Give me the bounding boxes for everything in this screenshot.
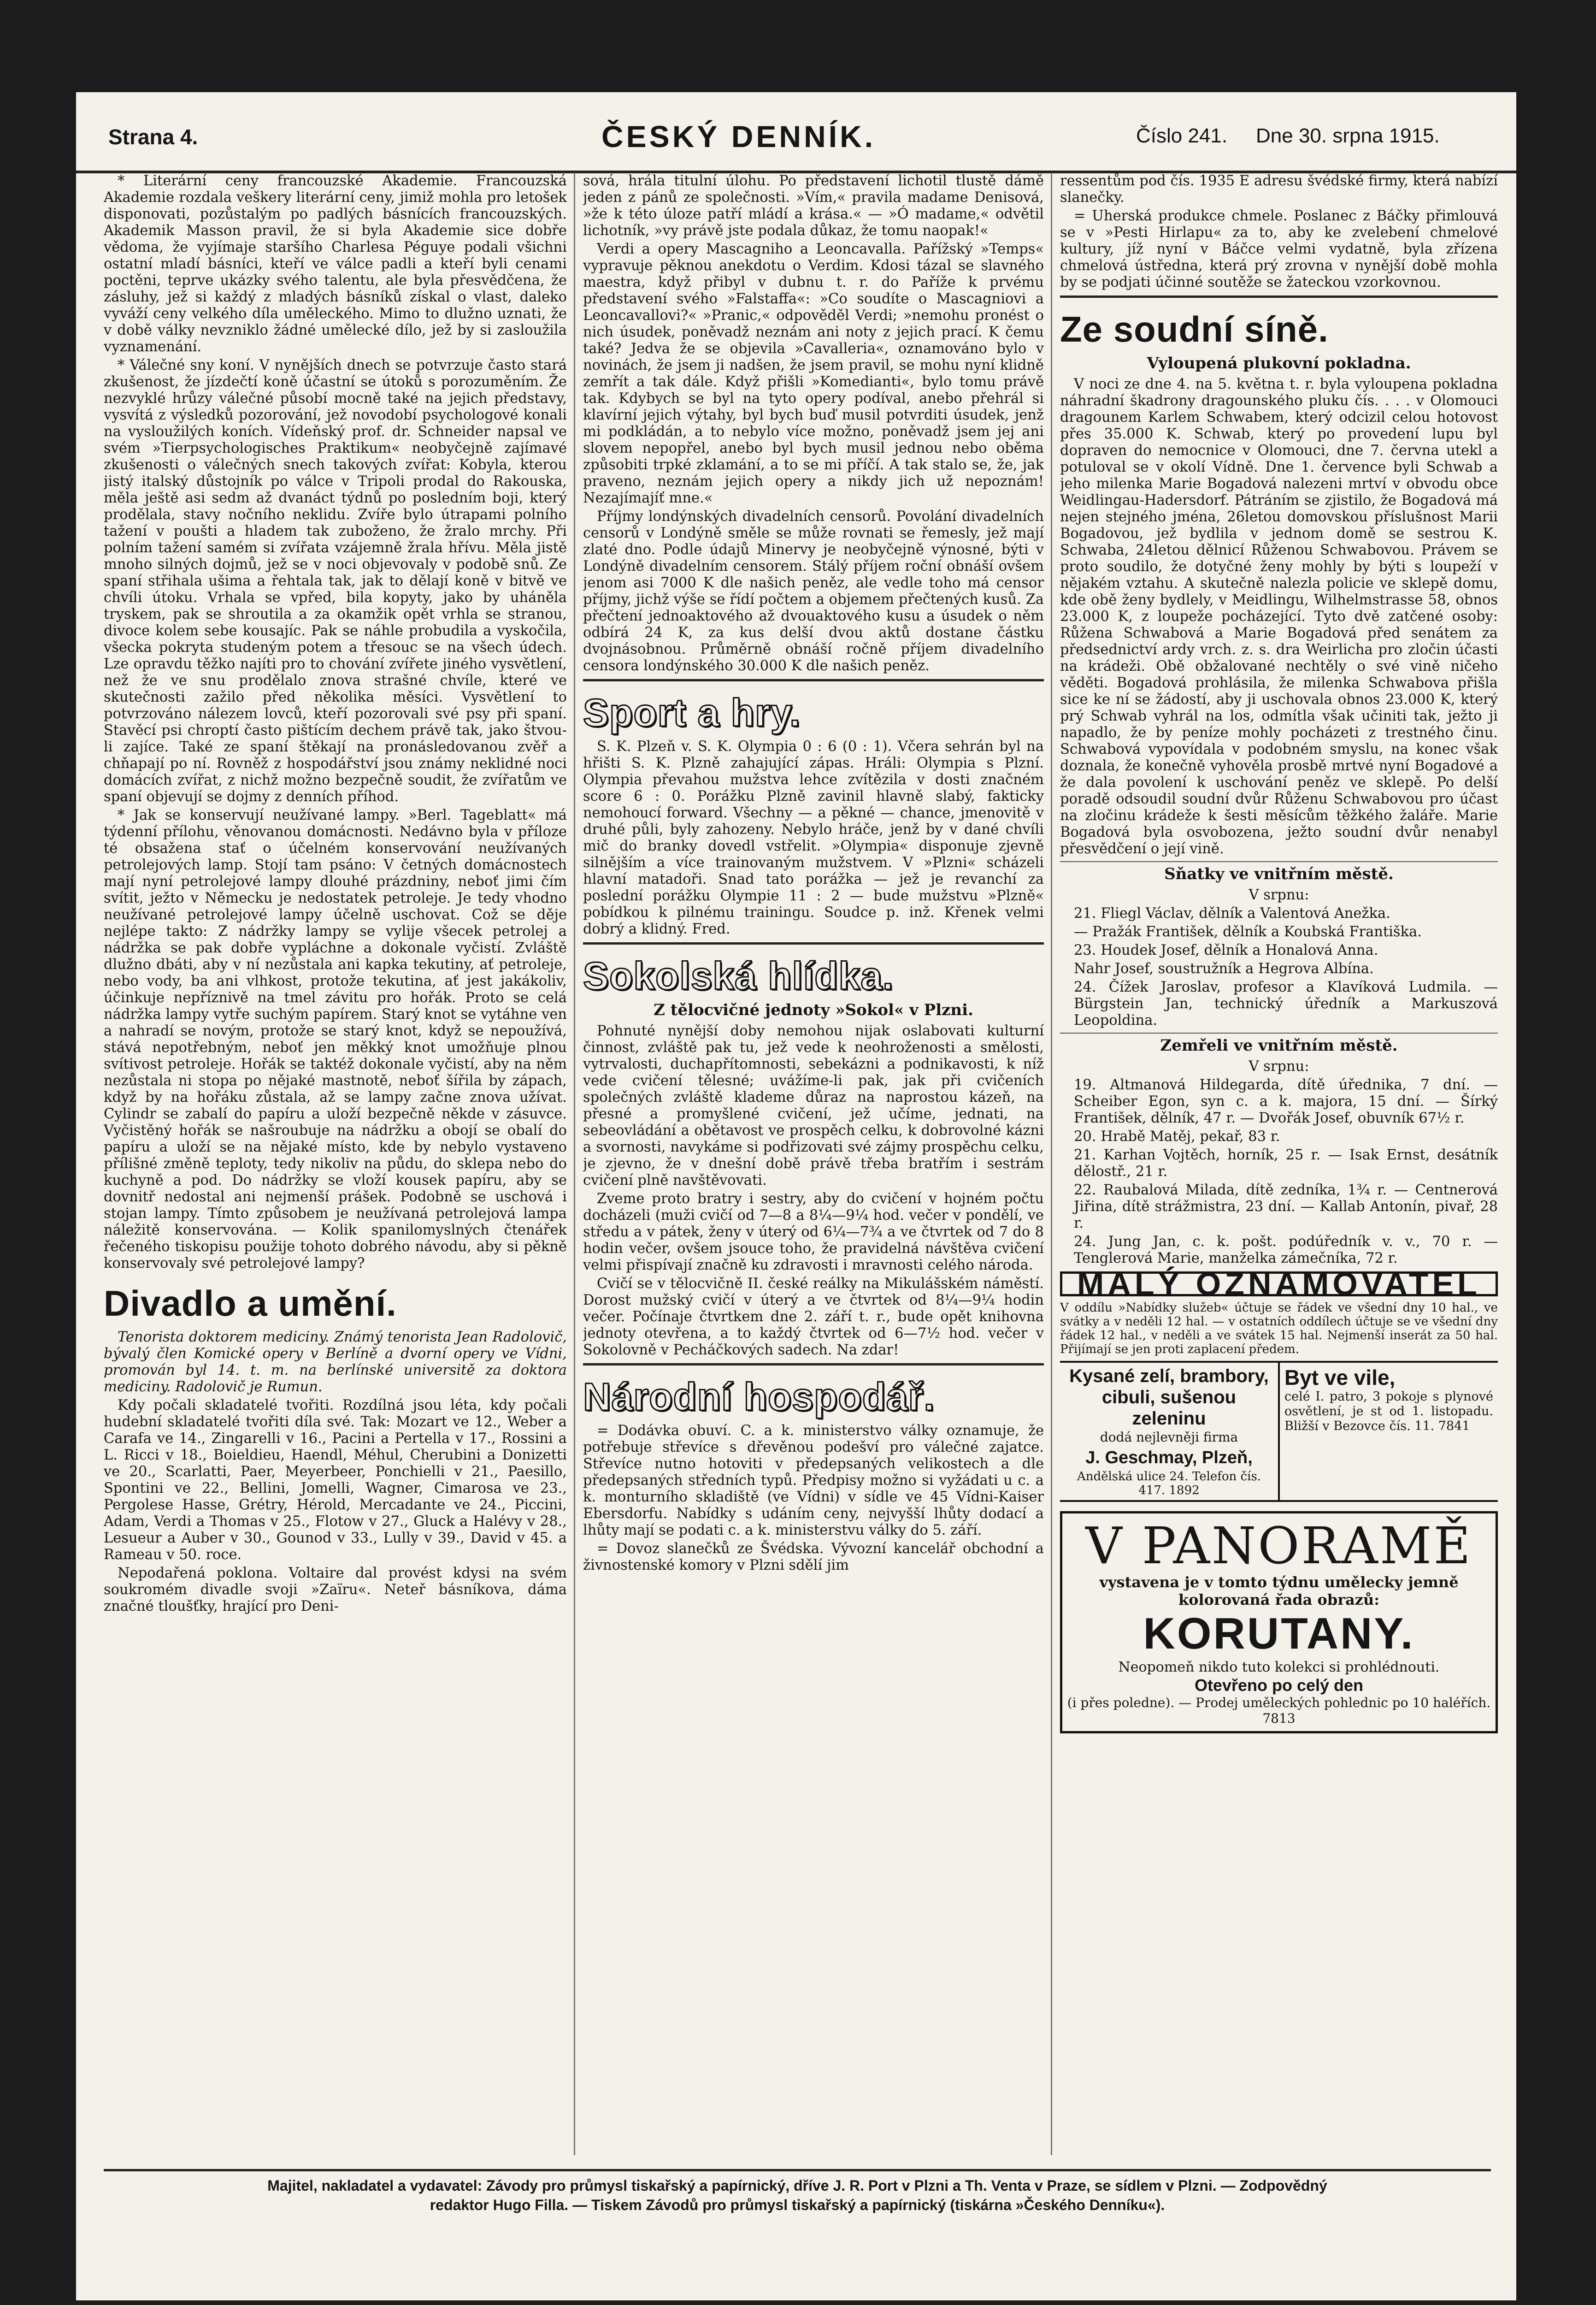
panorama-open: Otevřeno po celý den [1194,1676,1364,1695]
article-lampy: * Jak se konservují neužívané lampy. »Berl. Tageblatt« má týdenní přílohu, věnovanou domácnosti. Nedávno byla v příloze té obsažena stať o účelném konservování neužívaných petrolejových lamp. Stojí tam psáno: V četných domácnostech mají nyní petrolejové lampy dlouhé prázdniny, neboť jimi čím svítit, ježto v Německu je nedostatek petroleje. Je tedy vhodno neužívané petrolejové lampy účelně uschovat. Což se děje nejlépe takto: Z nádržky lampy se vylije všecek petrolej a nádržka se pak dobře vypláchne a dokonale vyčistí. Zvláště dlužno dbáti, aby v ní nezůstala ani kapka tekutiny, ať petroleje, nebo vody, ba ani vlhkost, protože tekutina, ať jest jakákoliv, účinkuje nepříznivě na tmel závitu pro hořák. Proto se celá nádržka lampy vytře suchým papírem. Starý knot se vytáhne ven a nahradí se novým, protože se starý knot, když se nepoužívá, stává nepotřebným, neboť jen měkký knot umožňuje plnou svítivost petroleje. Hořák se taktéž dokonale vyčistí, aby na něm nezůstala ni stopa po nějaké mastnotě, neboť šířila by zápach, když by na hořáku zůstala, až se lampy začne znova užívat. Cylindr se zabalí do papíru a uloží bezpečně někde v zásuvce. Vyčistěný hořák se našroubuje na nádržku a obojí se obalí do papíru a uloží se na nějaké místo, kde by nebylo vystaveno přílišné změně teploty, tedy nikoliv na půdu, do sklepa nebo do kuchyně a pod. Do nádržky se vloží kousek papíru, aby se dovnitř nedostal ani nejmenší prášek. Podobně se uschová i stojan lampy. Tímto způsobem je neužívaná petrolejová lampa náležitě konservována. — Kolik spanilomyslných čtenářek řečeného tiskopisu použije tohoto dobrého návodu, aby si pěkně konservovaly své petrolejové lampy? [104,807,567,1271]
article-tenorista: Tenorista doktorem mediciny. Známý tenorista Jean Radolovič, bývalý člen Komické opery v Berlíně a dvorní opery ve Vídni, promován byl 14. t. m. na berlínské universitě za doktora mediciny. Radolovič je Rumun. [104,1329,567,1395]
divider [1060,1033,1498,1034]
ad-zeleniny-small: dodá nejlevněji firma [1100,1430,1238,1445]
article-sokol-3: Cvičí se v tělocvičně II. české reálky na Mikulášském náměstí. Dorost mužský cvičí v úterý a ve čtvrtek od 8¼—9¼ hodin večer. Počínaje čtvrtkem dne 2. září t. r., bude opět knihovna jednoty otevřena, a to každý čtvrtek od 6—7½ hod. večer v Sokolovně v Pecháčkových sadech. Na zdar! [583,1276,1044,1358]
article-pokladna: V noci ze dne 4. na 5. května t. r. byla vyloupena pokladna náhradní škadrony dragounského pluku čís. . . . v Olomouci dragounem Karlem Schwabem, který odcizil celou hotovost přes 35.000 K. Schwab, který po provedení lupu byl dopraven do nemocnice v Olomouci, dne 7. června utekl a potuloval se v okolí Vídně. Dne 1. července byli Schwab a jeho milenka Marie Bogadová nalezeni mrtví v obvodu obce Weidlingau-Hadersdorf. Pátráním se zjistilo, že Bogadová má nejen stejného jména, 26letou domovskou příslušnost Marii Bogadovou, jež bydlila v jednom domě se sestrou K. Schwaba, 24letou dělnicí Růženou Schwabovou. Právem se proto soudilo, že dotyčné ženy mohly by býti s loupeží v nějakém vztahu. A skutečně nalezla policie ve sklepě domu, kde obě ženy bydlely, v Meidlingu, Wilhelmstrasse 58, obnos 23.000 K, z loupeže pocházející. Tyto dvě zatčené osoby: Růžena Schwabová a Marie Bogadová před senátem za předsednictví ardy vrch. z. s. dra Weirlicha pro zločin účasti na krádeži. Obě obžalované nechtěly o své vině ničeho věděti. Bogadová prohlásila, že milenka Schwabova přišla sice ke ní se žádostí, aby ji uschovala obnos 23.000 K, který prý Schwab vyhrál na los, odmítla však učiniti tak, ježto ji napadlo, že by peníze mohly pocházeti z trestného činu. Schwabová vypovídala v podobném smyslu, na konec však doznala, že konečně vyhověla prosbě mrtvé nyní Bogadové a že dala povolení k uschování peněz ve sklepě. Po delší poradě odsoudil soudní dvůr Růženu Schwabovou pro účast na zločinu krádeže k šesti měsícům těžkého žaláře. Marie Bogadová byla osvobozena, ježto soudní dvůr nenabyl přesvědčení o její vině. [1060,376,1498,857]
column-rule [574,173,575,2155]
list-item: 24. Jung Jan, c. k. pošt. podúředník v. v., 70 r. — Tenglerová Marie, manželka zámečníka, 72 r. [1074,1234,1498,1266]
sokol-subheading: Z tělocvičné jednoty »Sokol« v Plzni. [654,1001,973,1019]
panorama-korutany: KORUTANY. [1143,1609,1415,1658]
article-verdi: Verdi a opery Mascagniho a Leoncavalla. Pařížský »Temps« vypravuje pěknou anekdotu o Verdim. Kdosi tázal se slavného maestra, když přibyl v dubnu t. r. do Paříže k prvému představení svého »Falstaffa«: »Co soudíte o Mascagniovi a Leoncavallovi?« »Pranic,« odpověděl Verdi; »nemohu pronést o nich úsudek, poněvadž neznám ani noty z jejich prací. K čemu také? Jedva že se objevila »Cavalleria«, oznamováno bylo v novinách, že jsem ji nadšen, že jsem pravil, se mohu nyní klidně zemřít a tak dále. Když přišli »Komedianti«, bylo tomu právě tak. Kdybych se byl na tyto opery podíval, anebo přehrál si klavírní jejich výtahy, byl bych buď musil potvrditi úsudek, jenž mi podkládán, a to nebylo více možno, poněvadž jsem jej ani slovem nepopřel, anebo byl bych musil jednou nebo oběma způsobiti trpké zklamání, a to se mi příčí. A tak stalo se, že, jak praveno, neznám jejich opery a nikdy jich už nepoznám! Nezajímajíť mne.« [583,241,1044,506]
article-obuv: = Dodávka obuví. C. a k. ministerstvo války oznamuje, že potřebuje střevíce s dřevěnou podešví pro válečné zajatce. Střevíce nutno hotoviti v předepsaných velikostech a dle předepsaných středních typů. Předpisy možno si vyžádati u c. a k. monturního skladiště (ve Vídni) v sídle ve 45 Vídni-Kaiser Ebersdorfu. Nabídky s udáním ceny, nejvyšší lhůty dodací a lhůty mají se podati c. a k. ministerstvu války do 5. září. [583,1423,1044,1538]
article-literarni-ceny: * Literární ceny francouzské Akademie. Francouzská Akademie rozdala veškery literární ceny, jimiž mohla pro letošek disponovati, pozůstalým po padlých básnících francouzských. Akademik Masson pravil, že si byla Akademie sice dobře vědoma, že vyjímaje staršího Charlesa Péguye podali všichni ostatní mladí básníci, kteří ve válce padli a kteří byli cenami poctěni, teprve ukázky svého talentu, ale byla přesvědčena, že zásluhy, jež si každý z mladých básníků získal o vlast, daleko vyváží ceny velkého díla uměleckého. Mimo to dlužno uznati, že v době války nevzniklo žádné umělecké dílo, jež by si zasloužila vyznamenání. [104,173,567,355]
imprint-line-2: redaktor Hugo Filla. — Tiskem Závodů pro průmysl tiskařský a papírnický (tiskárna »Českého Denníku«). [430,2197,1165,2213]
column-2 [583,173,1044,2160]
list-item: 23. Houdek Josef, dělník a Honalová Anna. [1074,942,1378,958]
imprint-line-1: Majitel, nakladatel a vydavatel: Závody pro průmysl tiskařský a papírnický, dříve J. R. Port v Plzni a Th. Venta v Praze, se sídlem v Plzni. — Zodpovědný [267,2177,1327,2194]
imprint-footer [104,2169,1491,2215]
divider [1060,861,1498,862]
divider [1060,296,1498,298]
list-item: Nahr Josef, soustružník a Hegrova Albína. [1074,961,1374,977]
section-heading-sport: Sport a hry. [583,691,801,734]
list-item: 22. Raubalová Milada, dítě zedníka, 1¾ r. — Centnerová Jiřina, dítě strážmistra, 23 dní. — Kallab Antonín, pivař, 28 r. [1074,1182,1498,1231]
article-censori: Příjmy londýnských divadelních censorů. Povolání divadelních censorů v Londýně směle se může rovnati se řemesly, jež mají zlaté dno. Podle údajů Minervy je neobyčejně výnosné, býti v Londýně divadelním censorem. Stálý příjem roční obnáší ovšem jenom asi 7000 K dle našich peněz, ale vedle toho má censor příjmy, jichž výše se řídí počtem a objemem přečtených kusů. Za přečtení jednoaktového až dvouaktového kusu a úsudek o něm odbírá 24 K, za kus delší dvou aktů dostane částku dvojnásobnou. Průměrně obnáší ročně příjem divadelního censora londýnského 30.000 K dle našich peněz. [583,508,1044,674]
article-chmel: = Uherská produkce chmele. Poslanec z Báčky přimlouvá se v »Pesti Hirlapu« za to, aby ke zvelebení chmelové kultury, jíž nyní v Báčce velmi vydatně, byla zřízena chmelová ústředna, která prý zrovna v nynější době mohla by se podjati účinné soutěže se žateckou vzorkovnou. [1060,208,1498,290]
list-item: 24. Čížek Jaroslav, profesor a Klavíková Ludmila. — Bürgstein Jan, technický úředník a Markuszová Leopoldina. [1074,979,1498,1028]
masthead: ČESKÝ DENNÍK. [601,119,876,154]
ad-zeleniny-title: Kysané zelí, brambory, cibuli, sušenou zeleninu [1069,1366,1269,1429]
zemreli-heading: Zemřeli ve vnitřním městě. [1160,1036,1398,1055]
divider [583,942,1044,945]
list-item: 21. Fliegl Václav, dělník a Valentová Anežka. [1074,905,1390,922]
ad-zeleniny [1060,1363,1280,1500]
classifieds-heading: MALÝ OZNAMOVATEL [1060,1271,1498,1296]
newspaper-page [76,92,1516,2300]
article-fotbal: S. K. Plzeň v. S. K. Olympia 0 : 6 (0 : 1). Včera sehrán byl na hřišti S. K. Plzně zahajující zápas. Hráli: Olympia s Plzní. Olympia převahou mužstva lehce zvítězila v dosti značném score 6 : 0. Porážku Plzně zavinil hlavně slabý, fakticky nemohoucí forward. Všechny — a pěkné — chance, jmenovitě v druhé půli, byly zahozeny. Nebylo hráče, jenž by v dané chvíli mič do branky dovedl vstřelit. »Olympia« disponuje zjevně silnějším a více trainovaným mužstvem. V »Plzni« scházeli hlavní matadoři. Snad tato porážka — jež je revanchí za poslední porážku Olympie 11 : 2 — bude mužstvu »Plzně« pobídkou k pilnému trainingu. Soudce p. inž. Křenek velmi dobrý a klidný. Fred. [583,739,1044,937]
divider [583,1363,1044,1365]
issue-date: Dne 30. srpna 1915. [1256,124,1440,147]
panorama-title: V PANORAMĚ [1085,1516,1472,1575]
list-item: 21. Karhan Vojtěch, horník, 25 r. — Isak Ernst, desátník dělostř., 21 r. [1074,1147,1498,1180]
issue-number: Číslo 241. [1136,124,1228,147]
classifieds-terms: V oddílu »Nabídky služeb« účtuje se řádek ve všední dny 10 hal., ve svátky a v neděli 12 hal. — v ostatních oddílech účtuje se ve všední dny řádek 12 hal., v neděli a ve svátek 15 hal. Nejmenší inserát za 50 hal. Přijímají se jen proti zaplacení předem. [1060,1301,1498,1356]
section-heading-divadlo: Divadlo a umění. [104,1283,397,1324]
classified-ads-row [1060,1361,1498,1502]
article-valecne-sny: * Válečné sny koní. V nynějších dnech se potvrzuje často stará zkušenost, že jízdečtí koně účastní se útoků s porozuměním. Že nezvyklé hrůzy válečné působí mocně také na jejich představy, vysvítá z výsledků pozorování, jež novodobí psychologové konali na vysloužilých koních. Vídeňský prof. dr. Schneider napsal ve svém »Tierpsychologisches Praktikum« neobyčejně zajímavé zkušenosti o válečných snech takových zvířat: Kobyla, kterou jistý italský důstojník po válce v Tripoli prodal do Rakouska, měla ještě asi sedm až dvanáct týdnů po posledním boji, který prodělala, stavy nočního neklidu. Zvíře bylo útrapami polního tažení v poušti a hladem tak zuboženo, že žralo mrchy. Při polním tažení samém si zvířata vzájemně žrala hřívu. Měla jistě mnoho silných dojmů, jež se v noci objevovaly v podobě snů. Ze spaní střihala ušima a řehtala tak, jak to dělají koně v bitvě ve chvíli útoku. Vrhala se vpřed, bila kopyty, jako by uháněla tryskem, pak se shroutila a za okamžik opět vrhla se stranou, divoce kolem sebe kousajíc. Pak se náhle probudila a vyskočila, všecka pokryta studeným potem a třesouc se na všech údech. Lze opravdu těžko najíti pro to chování zvířete jiného vysvětlení, než že ve snu prodělalo znova strašné chvíle, které ve skutečnosti zažilo před několika měsíci. Vysvětlení to potvrzováno nálezem lovců, kteří pozorovali své psy při spaní. Stavěcí psi chroptí často pištícím dechem právě tak, jako štvou-li zajíce. Také ze spaní štěkají na pronásledovanou zvěř a chňapají po ní. Rovněž z hospodářství jsou známy neklidné noci domácích zvířat, z nichž možno bezpečně soudit, že zvířatům ve spaní objevují se dojmy z denních příhod. [104,357,567,805]
column-3 [1060,173,1498,2160]
ad-zeleniny-firm: J. Geschmay, Plzeň, [1085,1448,1253,1467]
zemreli-list [1060,1077,1498,1267]
page-header [76,92,1516,173]
snatky-heading: Sňatky ve vnitřním městě. [1164,865,1394,883]
article-sokol-1: Pohnuté nynější doby nemohou nijak oslabovati kulturní činnost, zvláště pak tu, jež vede k neohroženosti a smělosti, vytrvalosti, duchapřítomnosti, sebekázni a podnikavosti, k níž vede cvičení tělesné; uvážíme-li pak, jak při cvičeních společných zvláště klademe důraz na naprostou kázeň, na přesné a promyšlené cvičení, jež učíme, jednati, na sebeovládání a obětavost ve prospěch celku, k dobrovolné kázni a svornosti, navykáme si podřizovati své zájmy prospěchu celku, je zjevno, že v dnešní době právě třeba bratřím i sestrám cvičení plně navštěvovati. [583,1023,1044,1188]
panorama-note: Neopomeň nikdo tuto kolekci si prohlédnouti. [1118,1659,1440,1675]
ad-panorama [1060,1511,1498,1733]
section-heading-soud: Ze soudní síně. [1060,309,1329,349]
article-slanecky-cont: ressentům pod čís. 1935 E adresu švédské firmy, která nabízí slanečky. [1060,173,1498,206]
article-sokol-2: Zveme proto bratry i sestry, aby do cvičení v hojném počtu docházeli (muži cvičí od 7—8 a 8¼—9¼ hod. večer v pondělí, ve středu a v pátek, ženy v úterý od 6¼—7¾ a ve čtvrtek od 7 do 8 hodin večer, ovšem jsouce toho, že pravidelná návštěva cvičení velmi přispívají značně ku zdravosti i mravnosti celého národa. [583,1191,1044,1273]
article-slanecky: = Dovoz slanečků ze Švédska. Vývozní kancelář obchodní a živnostenské komory v Plzni sdělí jim [583,1541,1044,1573]
soud-subheading: Vyloupená plukovní pokladna. [1147,354,1411,372]
ad-zeleniny-address: Andělská ulice 24. Telefon čís. 417. 1892 [1077,1470,1261,1497]
section-heading-sokol: Sokolská hlídka. [583,954,894,998]
column-1 [104,173,567,2160]
ad-byt-text: celé I. patro, 3 pokoje s plynové osvětlení, je st od 1. listopadu. Bližší v Bezovce čís. 11. 7841 [1284,1389,1493,1433]
panorama-subtitle: vystavena je v tomto týdnu umělecky jemně kolorovaná řada obrazů: [1099,1573,1459,1608]
divider [583,679,1044,681]
snatky-list [1060,905,1498,1029]
ad-byt [1280,1363,1498,1500]
list-item: 20. Hrabě Matěj, pekař, 83 r. [1074,1129,1280,1145]
column-rule [1051,173,1052,2155]
article-poklona-cont: sová, hrála titulní úlohu. Po představení lichotil tlustě dámě jeden z pánů ze společnosti. »Vím,« pravila madame Denisová, »že k této úloze patří mládí a krása.« — »Ó madame,« odvětil lichotník, »vy právě jste podala důkaz, že tomu naopak!« [583,173,1044,239]
snatky-month: V srpnu: [1249,887,1309,903]
article-poklona: Nepodařená poklona. Voltaire dal provést kdysi na svém soukromém divadle svoji »Zaïru«. Neteř básníkova, dáma značné tloušťky, hrající pro Deni- [104,1565,567,1614]
article-skladatele: Kdy počali skladatelé tvořiti. Rozdílná jsou léta, kdy počali hudební skladatelé tvořiti díla své. Tak: Mozart ve 12., Weber a Carafa ve 14., Zingarelli v 16., Pacini a Pertella v 17., Rossini a L. Ricci v 18., Boieldieu, Haendl, Méhul, Cherubini a Donizetti ve 20., Scarlatti, Paer, Meyerbeer, Ponchielli v 21., Paesillo, Spontini ve 22., Bellini, Jomelli, Wagner, Cimarosa ve 23., Pergolese Hasse, Grétry, Hérold, Mercadante ve 24., Piccini, Adam, Verdi a Thomas v 25., Flotow v 27., Gluck a Halévy v 28., Lesueur a Auber v 30., Gounod v 33., Lully v 39., David v 45. a Rameau v 50. roce. [104,1397,567,1563]
section-heading-narodni: Národní hospodář. [583,1375,935,1418]
ad-byt-title: Byt ve vile, [1284,1365,1396,1389]
list-item: 19. Altmanová Hildegarda, dítě úřednika, 7 dní. — Scheiber Egon, syn c. a k. majora, 15 dní. — Šírký František, dělník, 47 r. — Dvořák Josef, obuvník 67½ r. [1074,1077,1498,1126]
list-item: — Pražák František, dělník a Koubská Františka. [1074,924,1422,940]
zemreli-month: V srpnu: [1249,1058,1309,1075]
page-number: Strana 4. [108,125,198,149]
panorama-price: (i přes poledne). — Prodej uměleckých pohlednic po 10 haléřích. 7813 [1067,1695,1491,1726]
